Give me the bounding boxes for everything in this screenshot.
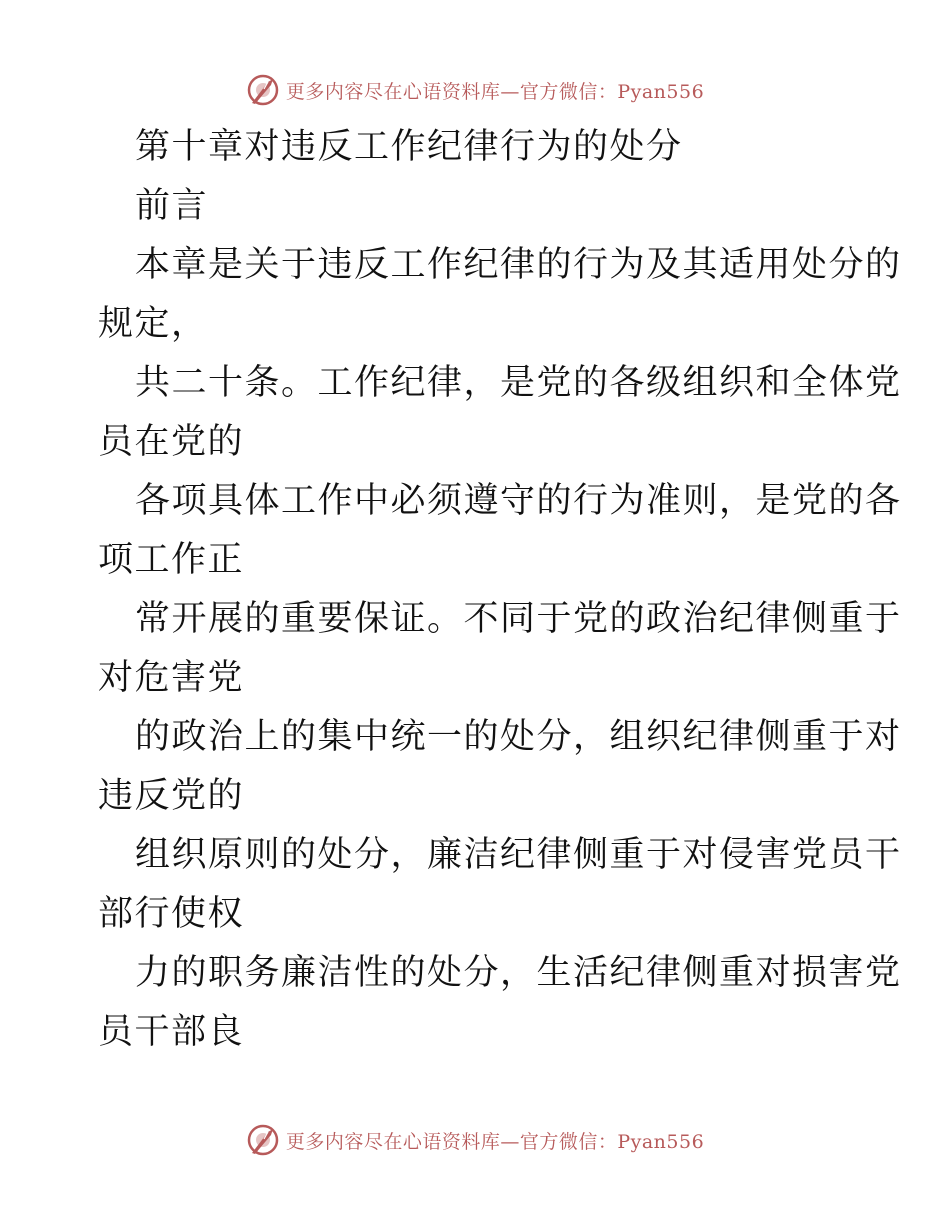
- paragraph-line: 员在党的: [98, 422, 245, 462]
- paragraph-line: 的政治上的集中统一的处分，组织纪律侧重于对: [135, 717, 902, 757]
- paragraph-line: 常开展的重要保证。不同于党的政治纪律侧重于: [135, 599, 902, 639]
- document-body: [98, 118, 902, 1062]
- chapter-title: 第十章对违反工作纪律行为的处分: [135, 127, 683, 167]
- footer-watermark-text: 更多内容尽在心语资料库—官方微信：Pyan556: [285, 1130, 705, 1153]
- quill-pen-circle-icon: [246, 1123, 280, 1157]
- header-watermark: [0, 70, 950, 110]
- paragraph-line: 部行使权: [98, 894, 245, 934]
- paragraph-line: 违反党的: [98, 776, 245, 816]
- quill-pen-circle-icon: [246, 73, 280, 107]
- paragraph-line: 项工作正: [98, 540, 245, 580]
- paragraph-line: 对危害党: [98, 658, 245, 698]
- header-watermark-text: 更多内容尽在心语资料库—官方微信：Pyan556: [285, 80, 705, 103]
- footer-watermark: [0, 1120, 950, 1160]
- paragraph-line: 本章是关于违反工作纪律的行为及其适用处分的: [135, 245, 902, 285]
- paragraph-line: 组织原则的处分，廉洁纪律侧重于对侵害党员干: [135, 835, 902, 875]
- paragraph-line: 共二十条。工作纪律，是党的各级组织和全体党: [135, 363, 902, 403]
- paragraph-line: 规定，: [98, 304, 208, 344]
- section-heading-preface: 前言: [135, 186, 209, 226]
- paragraph-line: 员干部良: [98, 1012, 245, 1052]
- paragraph-line: 各项具体工作中必须遵守的行为准则，是党的各: [135, 481, 902, 521]
- paragraph-line: 力的职务廉洁性的处分，生活纪律侧重对损害党: [135, 953, 902, 993]
